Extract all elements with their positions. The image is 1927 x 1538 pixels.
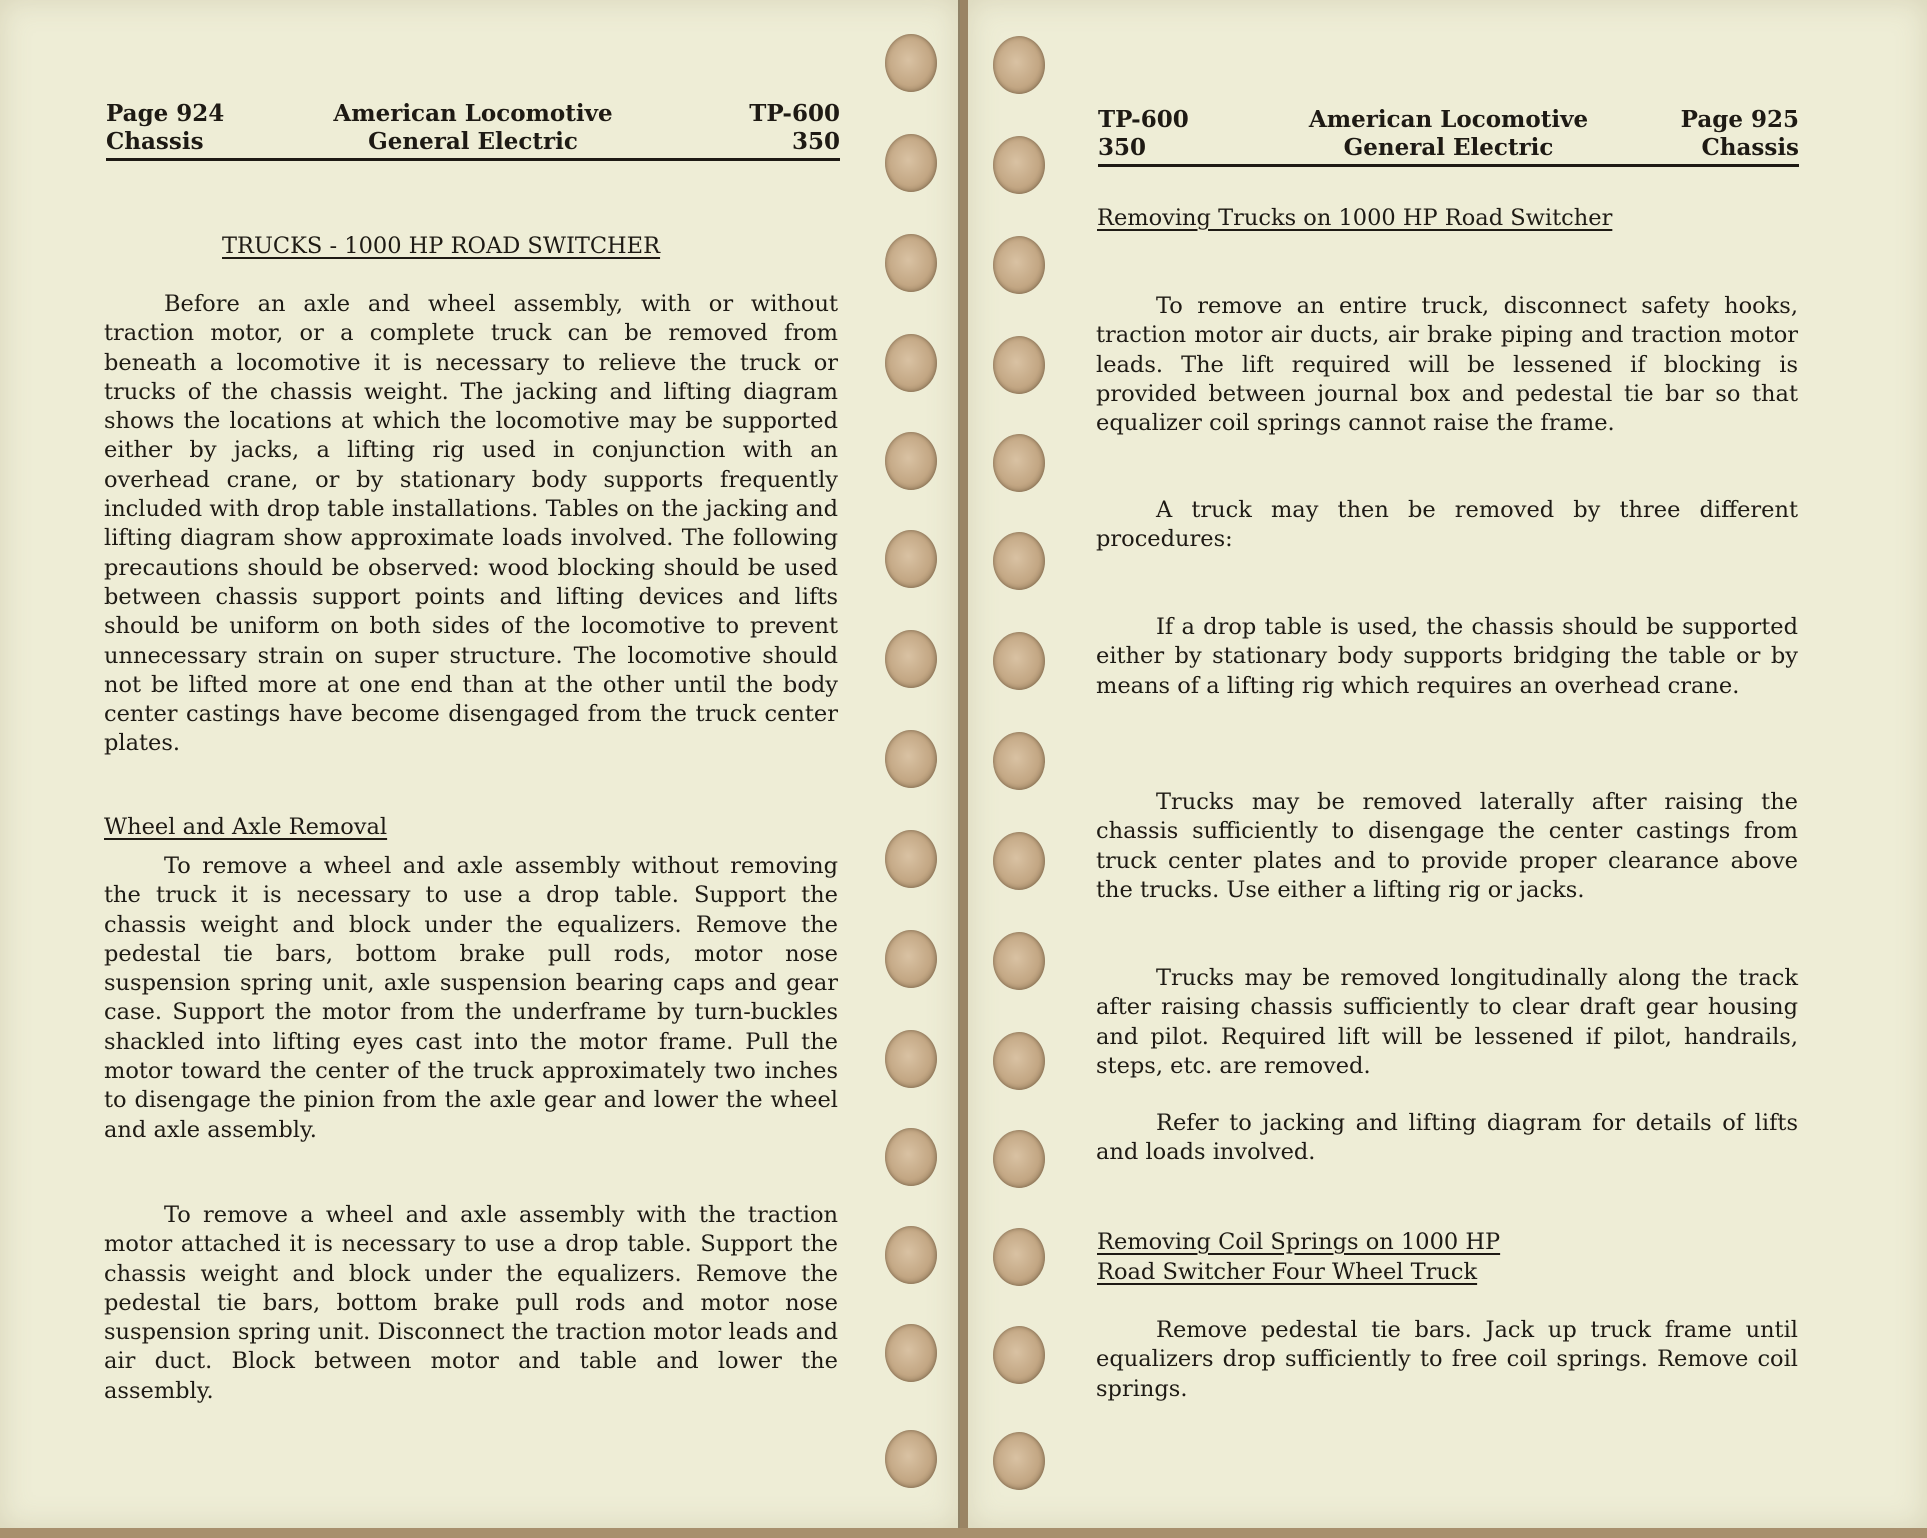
right-page-number: Page 925 xyxy=(1680,106,1799,133)
right-block-7 xyxy=(1096,1316,1798,1404)
left-page-header xyxy=(106,100,840,161)
binding-hole-icon xyxy=(993,1432,1045,1490)
binding-hole-icon xyxy=(993,632,1045,690)
right-page-header xyxy=(1098,106,1799,167)
left-body-block-2 xyxy=(104,852,838,1145)
binding-hole-icon xyxy=(885,530,937,588)
binding-hole-icon xyxy=(993,832,1045,890)
binding-hole-icon xyxy=(993,1032,1045,1090)
right-block-4 xyxy=(1096,788,1798,905)
binding-hole-icon xyxy=(885,1324,937,1382)
right-model: TP-600 xyxy=(1098,106,1189,133)
binding-hole-icon xyxy=(993,532,1045,590)
intro-paragraph: Before an axle and wheel assembly, with or without traction motor, or a complete truck can be removed from beneath a locomotive it is necessary to relieve the truck or trucks of the chassis weight. The jacking and lifting diagram shows the locations at which the locomotive may be supported either by jacks, a lifting rig used in conjunction with an overhead crane, or by stationary body supports frequently included with drop table installations. Tables on the jacking and lifting diagram show approximate loads involved. The following precautions should be observed: wood blocking should be used between chassis support points and lifting devices and lifts should be uniform on both sides of the locomotive to prevent unnecessary strain on super structure. The locomotive should not be lifted more at one end than at the other until the body center castings have become disengaged from the truck center plates. xyxy=(104,291,838,757)
removing-trucks-heading: Removing Trucks on 1000 HP Road Switcher xyxy=(1097,205,1613,231)
binding-hole-icon xyxy=(885,930,937,988)
right-company-line2: General Electric xyxy=(1343,134,1554,161)
left-page-title: TRUCKS - 1000 HP ROAD SWITCHER xyxy=(222,233,661,259)
right-block-2 xyxy=(1096,496,1798,555)
left-sub-model: 350 xyxy=(791,128,840,155)
right-block-5 xyxy=(1096,964,1798,1081)
binding-hole-icon xyxy=(885,234,937,292)
right-page-section: Chassis xyxy=(1701,134,1799,161)
binding-hole-icon xyxy=(993,1326,1045,1384)
right-paragraph-3: If a drop table is used, the chassis should be supported either by stationary body supports bridging the table or by means of a lifting rig which requires an overhead crane. xyxy=(1096,614,1798,699)
right-header-page-info xyxy=(1681,106,1799,162)
binding-hole-icon xyxy=(885,34,937,92)
wheel-axle-paragraph-2: To remove a wheel and axle assembly with the traction motor attached it is necessary to use a drop table. Support the chassis weight and block under the equalizers. Remove the pedestal tie bars, bottom brake pull rods and motor nose suspension spring unit. Disconnect the traction motor leads and air duct. Block between motor and table and lower the assembly. xyxy=(104,1202,838,1404)
binding-hole-icon xyxy=(993,236,1045,294)
coil-springs-heading-line1: Removing Coil Springs on 1000 HP xyxy=(1097,1229,1501,1255)
left-model: TP-600 xyxy=(749,100,840,127)
left-company-line1: American Locomotive xyxy=(333,100,613,127)
right-paragraph-2: A truck may then be removed by three different procedures: xyxy=(1096,497,1798,553)
wheel-axle-paragraph-1: To remove a wheel and axle assembly without removing the truck it is necessary to use a drop table. Support the chassis weight and block under the equalizers. Remove the pedestal tie bars, bottom brake pull rods, motor nose suspension spring unit, axle suspension bearing caps and gear case. Support the motor from the underframe by turn-buckles shackled into lifting eyes cast into the motor frame. Pull the motor toward the center of the truck approximately two inches to disengage the pinion from the axle gear and lower the wheel and axle assembly. xyxy=(104,853,838,1143)
binding-hole-icon xyxy=(885,1030,937,1088)
left-page-section: Chassis xyxy=(106,128,204,155)
right-paragraph-5: Trucks may be removed longitudinally along the track after raising chassis sufficiently to clear draft gear housing and pilot. Required lift will be lessened if pilot, handrails, steps, etc. are removed. xyxy=(1096,965,1798,1079)
binding-hole-icon xyxy=(885,1226,937,1284)
binding-hole-icon xyxy=(885,730,937,788)
binding-hole-icon xyxy=(885,432,937,490)
left-intro-block xyxy=(104,290,838,759)
left-company-line2: General Electric xyxy=(368,128,578,155)
left-header-company xyxy=(106,100,840,156)
binding-hole-icon xyxy=(993,434,1045,492)
binding-hole-icon xyxy=(885,134,937,192)
binding-hole-icon xyxy=(993,1228,1045,1286)
left-page xyxy=(0,0,960,1528)
left-body-block-3 xyxy=(104,1201,838,1406)
binding-hole-icon xyxy=(993,336,1045,394)
right-block-6 xyxy=(1096,1109,1798,1168)
right-sub-model: 350 xyxy=(1098,134,1147,161)
binding-hole-icon xyxy=(885,1430,937,1488)
right-block-1 xyxy=(1096,292,1798,438)
binding-hole-icon xyxy=(993,136,1045,194)
right-paragraph-7: Remove pedestal tie bars. Jack up truck frame until equalizers drop sufficiently to free coil springs. Remove coil springs. xyxy=(1096,1317,1798,1402)
right-page xyxy=(968,0,1927,1528)
binding-hole-icon xyxy=(885,1128,937,1186)
binding-hole-icon xyxy=(993,1130,1045,1188)
wheel-axle-heading: Wheel and Axle Removal xyxy=(104,814,388,840)
binding-hole-icon xyxy=(885,830,937,888)
coil-springs-heading-line2: Road Switcher Four Wheel Truck xyxy=(1097,1259,1478,1285)
right-company-line1: American Locomotive xyxy=(1308,106,1589,133)
left-page-number: Page 924 xyxy=(106,100,225,127)
binding-hole-icon xyxy=(885,334,937,392)
left-header-model xyxy=(749,100,840,156)
right-paragraph-6: Refer to jacking and lifting diagram for details of lifts and loads involved. xyxy=(1096,1110,1798,1166)
binding-hole-icon xyxy=(993,732,1045,790)
right-block-3 xyxy=(1096,613,1798,701)
binding-hole-icon xyxy=(993,932,1045,990)
right-paragraph-1: To remove an entire truck, disconnect safety hooks, traction motor air ducts, air brake piping and traction motor leads. The lift required will be lessened if blocking is provided between journal box and pedestal tie bar so that equalizer coil springs cannot raise the frame. xyxy=(1096,293,1798,437)
binding-hole-icon xyxy=(993,36,1045,94)
bottom-edge xyxy=(0,1528,1927,1538)
right-paragraph-4: Trucks may be removed laterally after raising the chassis sufficiently to disengage the center castings from truck center plates and to provide proper clearance above the trucks. Use either a lifting rig or jacks. xyxy=(1096,789,1798,903)
binding-hole-icon xyxy=(885,630,937,688)
